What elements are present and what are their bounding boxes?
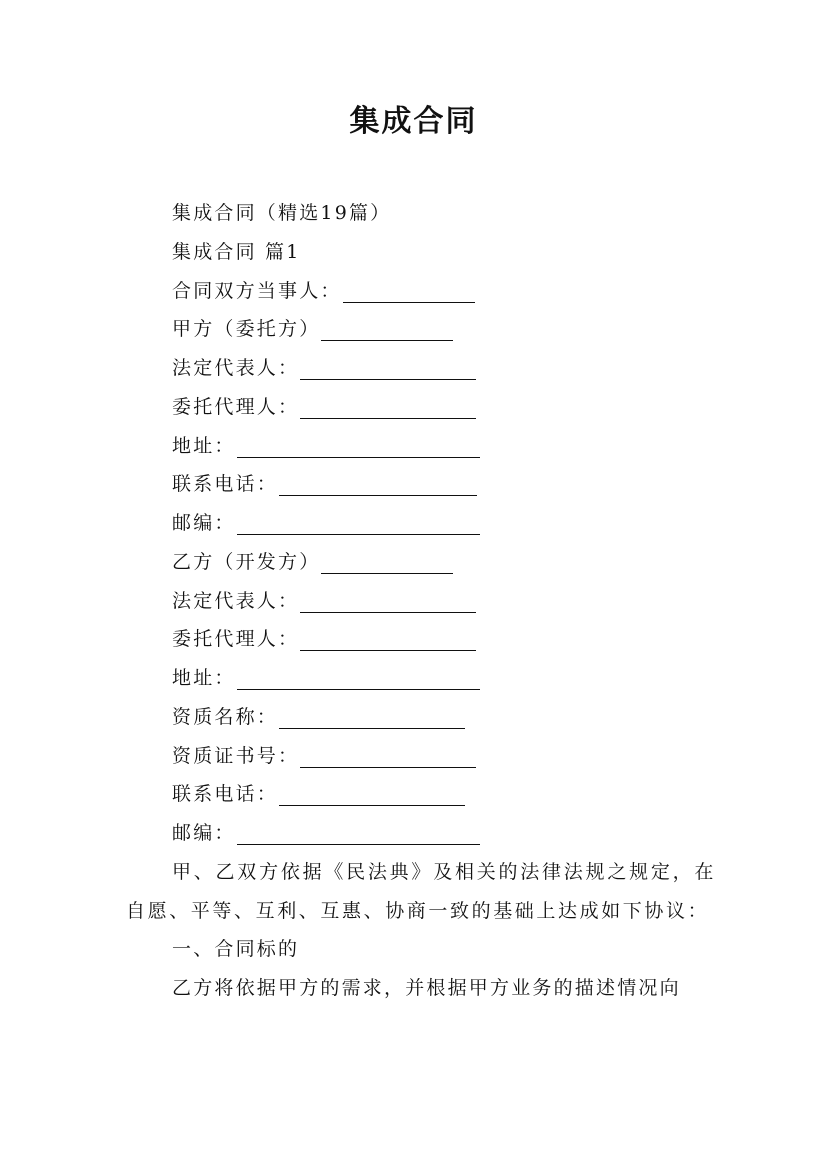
fill-in-blank: [300, 394, 476, 419]
field-party-b: [126, 543, 716, 582]
field-label: 联系电话：: [172, 783, 279, 806]
field-party-b-postcode: [126, 814, 716, 853]
fill-in-blank: [321, 316, 453, 341]
fill-in-blank: [300, 588, 476, 613]
fill-in-blank: [300, 743, 476, 768]
section-heading: 集成合同 篇1: [172, 240, 301, 263]
field-party-b-phone: [126, 775, 716, 814]
document-title: 集成合同: [349, 104, 478, 139]
field-party-b-certificate-number: [126, 737, 716, 776]
field-party-a-legal-rep: [126, 349, 716, 388]
field-party-a-address: [126, 427, 716, 466]
fill-in-blank: [321, 549, 453, 574]
fill-in-blank: [237, 820, 480, 845]
field-label: 合同双方当事人：: [172, 279, 342, 302]
field-label: 甲方（委托方）: [172, 318, 321, 341]
field-party-a-postcode: [126, 504, 716, 543]
fill-in-blank: [300, 355, 476, 380]
fill-in-blank: [279, 781, 465, 806]
field-label: 邮编：: [172, 822, 236, 844]
field-party-a-phone: [126, 465, 716, 504]
field-party-b-address: [126, 659, 716, 698]
field-party-b-qualification-name: [126, 698, 716, 737]
field-label: 委托代理人：: [172, 628, 300, 651]
field-label: 法定代表人：: [172, 357, 300, 379]
intro-paragraph: 甲、乙双方依据《民法典》及相关的法律法规之规定，在自愿、平等、互利、互惠、协商一致的基础上达成如下协议：: [126, 860, 716, 922]
field-parties: [126, 272, 716, 311]
document-body: [126, 194, 716, 1008]
fill-in-blank: [300, 626, 476, 651]
field-label: 资质名称：: [172, 705, 279, 728]
fill-in-blank: [237, 510, 480, 535]
fill-in-blank: [237, 433, 480, 458]
field-label: 地址：: [172, 434, 236, 457]
field-label: 邮编：: [172, 512, 236, 534]
field-party-b-legal-rep: [126, 582, 716, 621]
fill-in-blank: [279, 704, 465, 729]
field-party-a-agent: [126, 388, 716, 427]
field-party-a: [126, 310, 716, 349]
document-subtitle: 集成合同（精选19篇）: [172, 202, 392, 224]
field-party-b-agent: [126, 620, 716, 659]
fill-in-blank: [343, 278, 475, 303]
clause-text: 乙方将依据甲方的需求，并根据甲方业务的描述情况向: [172, 977, 681, 999]
clause-heading: 一、合同标的: [172, 938, 300, 961]
field-label: 地址：: [172, 667, 236, 689]
fill-in-blank: [279, 471, 477, 496]
field-label: 联系电话：: [172, 473, 279, 496]
field-label: 法定代表人：: [172, 589, 300, 612]
field-label: 资质证书号：: [172, 744, 300, 767]
field-label: 委托代理人：: [172, 395, 300, 418]
field-label: 乙方（开发方）: [172, 550, 321, 573]
fill-in-blank: [237, 665, 480, 690]
